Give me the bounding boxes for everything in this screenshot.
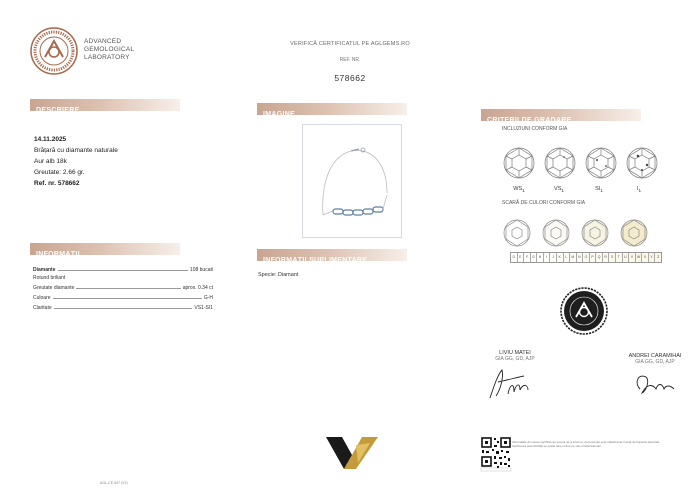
product-photo [302, 124, 402, 238]
footer-code: AGL-CE-547 (V2) [100, 481, 128, 485]
signer-credentials: GIA GG, GD, AJP [495, 356, 535, 362]
inclusion-diagram [502, 146, 662, 187]
info-row [33, 292, 213, 301]
lab-name-line: LABORATORY [84, 54, 130, 61]
color-scale-cell: D [512, 255, 516, 259]
section-title: IMAGINE [263, 111, 296, 118]
qr-code[interactable] [480, 436, 512, 472]
description-block [34, 134, 118, 189]
ref-label: REF. NR. [339, 57, 361, 63]
info-label: Rotund briliant [33, 275, 66, 281]
specie-text: Specie: Diamant [258, 272, 299, 278]
description-item: Brățară cu diamante naturale [34, 147, 118, 154]
info-row [33, 282, 213, 291]
signature-image [632, 369, 682, 399]
section-bar-imagine [257, 103, 407, 118]
color-scale-cell: M [569, 253, 576, 262]
lab-name-line: GEMOLOGICAL [84, 46, 135, 53]
lab-stamp-seal [560, 287, 608, 335]
color-scale-cell: N [576, 253, 583, 262]
color-scale-cell: E [517, 253, 524, 262]
color-gem [582, 220, 608, 246]
inclusion-label: $VS_1$ [554, 186, 564, 194]
color-gem [504, 220, 530, 246]
section-bar-criterii [481, 109, 641, 124]
disclaimer-text: Informațiile din acest certificat au scopul de a informa; documentul este valabil doar însoțit de bijuteria descrisă. Verificarea autenticității se poate face online pe site-ul laboratorului. [512, 440, 660, 448]
color-scale-cell: K [556, 253, 563, 262]
section-bar-informatii [30, 243, 180, 258]
description-weight: Greutate: 2.66 gr. [34, 169, 85, 176]
color-diamonds [503, 219, 663, 254]
info-row [33, 272, 213, 281]
color-gem [543, 220, 569, 246]
inclusion-label: $WS_1$ [513, 186, 525, 194]
color-scale-cell: U [622, 253, 629, 262]
color-scale-cell: J [549, 253, 556, 262]
section-bar-descriere [30, 99, 180, 114]
color-scale-cell: R [602, 253, 609, 262]
signer-name: LIVIU MATEI [499, 350, 531, 356]
info-value: G-H [203, 295, 213, 301]
section-title: INFORMAȚII [36, 251, 80, 258]
description-metal: Aur alb 18k [34, 158, 67, 165]
description-date: 14.11.2025 [34, 136, 67, 143]
brand-logo [326, 437, 378, 469]
color-scale-cell: I [543, 253, 550, 262]
lab-name [84, 38, 134, 62]
inclusion-label: $I_1$ [636, 186, 642, 194]
color-gem [621, 220, 647, 246]
color-scale-cell: H [536, 253, 543, 262]
info-label: Greutate diamante [33, 285, 75, 291]
color-scale-cell: X [641, 253, 648, 262]
color-scale-title: SCARĂ DE CULORI CONFORM GIA [502, 200, 586, 206]
section-title: DESCRIERE [36, 107, 80, 114]
info-row [33, 302, 213, 311]
lab-seal [30, 27, 78, 75]
section-bar-informatii-sup [257, 249, 407, 264]
color-scale-cell: S [608, 253, 615, 262]
inclusion-label: $SI_1$ [595, 186, 603, 194]
section-title: INFORMAȚII SUPLIMENTARE [263, 257, 368, 264]
signature-block-1 [470, 350, 560, 407]
signature-image [484, 366, 544, 402]
signer-name: ANDREI CARAMIHAI [628, 353, 682, 359]
section-title: CRITERII DE GRADARE [487, 117, 572, 124]
lab-name-line: ADVANCED [84, 38, 122, 45]
verify-link[interactable]: VERIFICĂ CERTIFICATUL PE AGLGEMS.RO [290, 41, 410, 47]
inclusion-labels [499, 186, 669, 193]
color-scale-cell: P [589, 253, 596, 262]
color-scale-cell: Z [654, 253, 661, 262]
color-scale-cell: Y [648, 253, 655, 262]
inclusions-title: INCLUZIUNI CONFORM GIA [502, 126, 568, 132]
color-scale-cell: W [635, 253, 642, 262]
color-scale-strip [510, 252, 662, 263]
color-scale-cell: Q [595, 253, 602, 262]
description-ref: Ref. nr. 578662 [34, 180, 80, 187]
color-scale-cell: F [523, 253, 530, 262]
info-label: Diamante [33, 267, 56, 273]
color-scale-cell: O [582, 253, 589, 262]
info-value: VS1-SI1 [194, 305, 213, 311]
signature-block-2 [610, 353, 700, 404]
color-scale-cell: L [563, 253, 570, 262]
info-label: Claritate [33, 305, 52, 311]
color-scale-cell: V [628, 253, 635, 262]
info-value: 108 bucati [189, 267, 213, 273]
color-scale-cell: T [615, 253, 622, 262]
info-value: aprox. 0.34 ct [182, 285, 213, 291]
info-label: Culoare [33, 295, 51, 301]
color-scale-cell: G [530, 253, 537, 262]
signer-credentials: GIA GG, GD, AJP [635, 359, 675, 365]
bracelet-image [303, 125, 401, 237]
ref-number: 578662 [334, 73, 366, 83]
